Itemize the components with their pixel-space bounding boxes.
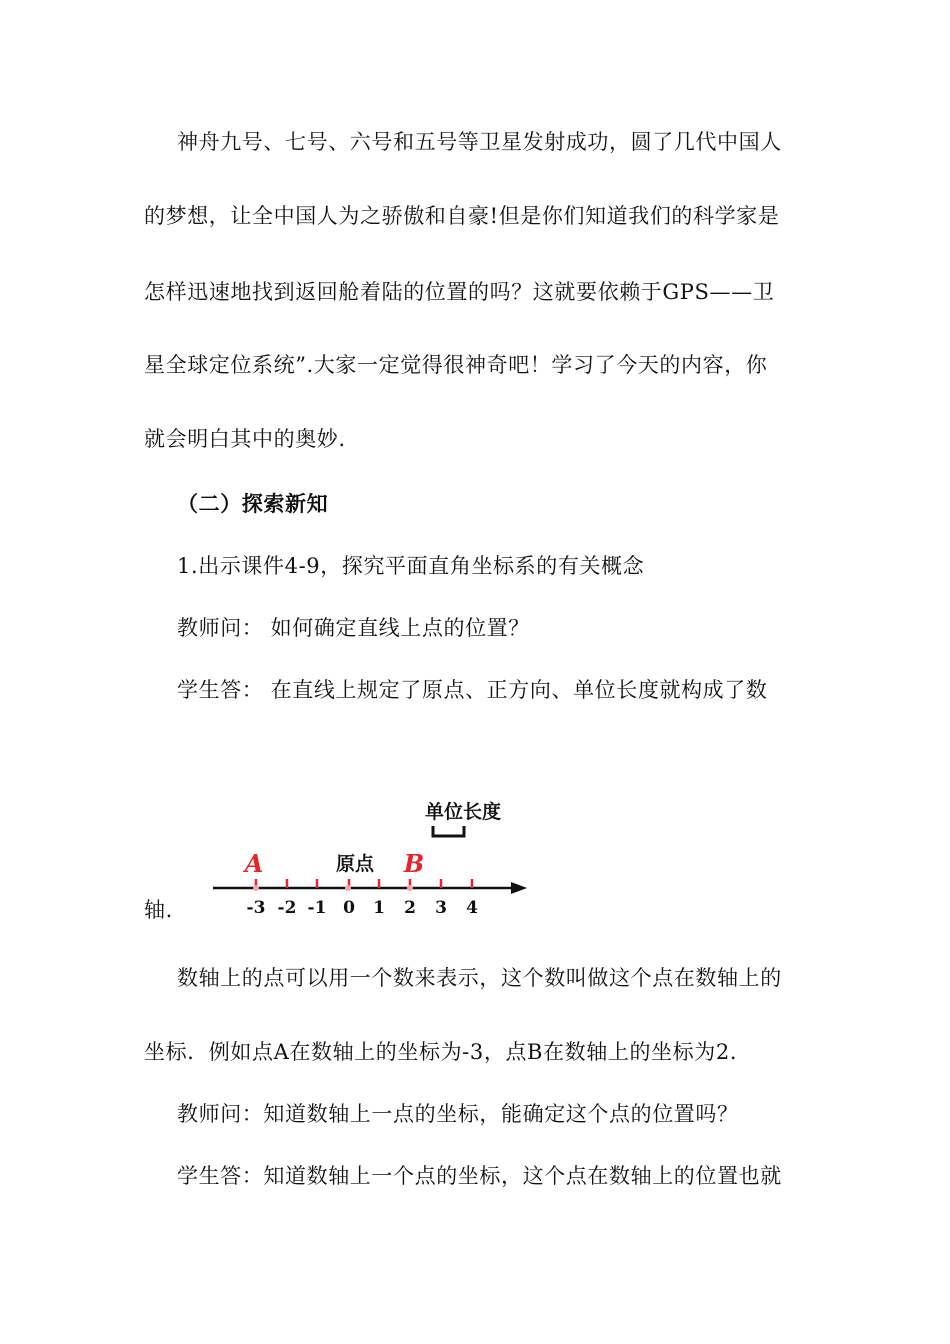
- teacher-question: 教师问：知道数轴上一点的坐标，能确定这个点的位置吗？: [177, 1102, 739, 1126]
- tick-label: -2: [277, 898, 297, 918]
- paragraph-line: 数轴上的点可以用一个数来表示，这个数叫做这个点在数轴上的: [177, 966, 782, 990]
- point-a-label: A: [244, 849, 264, 878]
- paragraph-line: 星全球定位系统”.大家一定觉得很神奇吧！学习了今天的内容，你: [144, 353, 768, 377]
- student-answer: 学生答： 在直线上规定了原点、正方向、单位长度就构成了数: [177, 678, 768, 702]
- point-b-dot: [407, 885, 413, 891]
- teacher-question: 教师问： 如何确定直线上点的位置？: [177, 616, 530, 640]
- tick-label: 0: [343, 898, 355, 918]
- paragraph-line: 的梦想，让全中国人为之骄傲和自豪!但是你们知道我们的科学家是: [144, 204, 780, 228]
- point-b-label: B: [403, 849, 425, 878]
- student-answer: 学生答：知道数轴上一个点的坐标，这个点在数轴上的位置也就: [177, 1164, 782, 1188]
- tick-marks: [256, 879, 472, 888]
- student-answer-end: 轴.: [144, 898, 173, 922]
- paragraph-line: 就会明白其中的奥妙.: [144, 427, 346, 451]
- paragraph-line: 坐标．例如点A在数轴上的坐标为-3，点B在数轴上的坐标为2.: [144, 1040, 738, 1064]
- paragraph-line: 神舟九号、七号、六号和五号等卫星发射成功，圆了几代中国人: [177, 130, 782, 154]
- unit-length-bracket: [433, 826, 464, 836]
- tick-label: 4: [466, 898, 478, 918]
- number-line-figure: [205, 790, 535, 920]
- tick-label: 1: [373, 898, 385, 918]
- section-heading: （二）探索新知: [177, 492, 329, 516]
- tick-label: -3: [246, 898, 266, 918]
- axis-arrow-icon: [511, 882, 527, 894]
- tick-label: -1: [307, 898, 327, 918]
- unit-length-label: 单位长度: [424, 801, 502, 823]
- origin-label: 原点: [335, 853, 375, 875]
- list-item: 1.出示课件4-9，探究平面直角坐标系的有关概念: [177, 554, 645, 578]
- tick-label: 2: [404, 898, 416, 918]
- tick-label: 3: [435, 898, 447, 918]
- origin-dot: [345, 885, 351, 891]
- point-a-dot: [253, 885, 259, 891]
- paragraph-line: 怎样迅速地找到返回舱着陆的位置的吗？这就要依赖于GPS——卫: [144, 280, 775, 304]
